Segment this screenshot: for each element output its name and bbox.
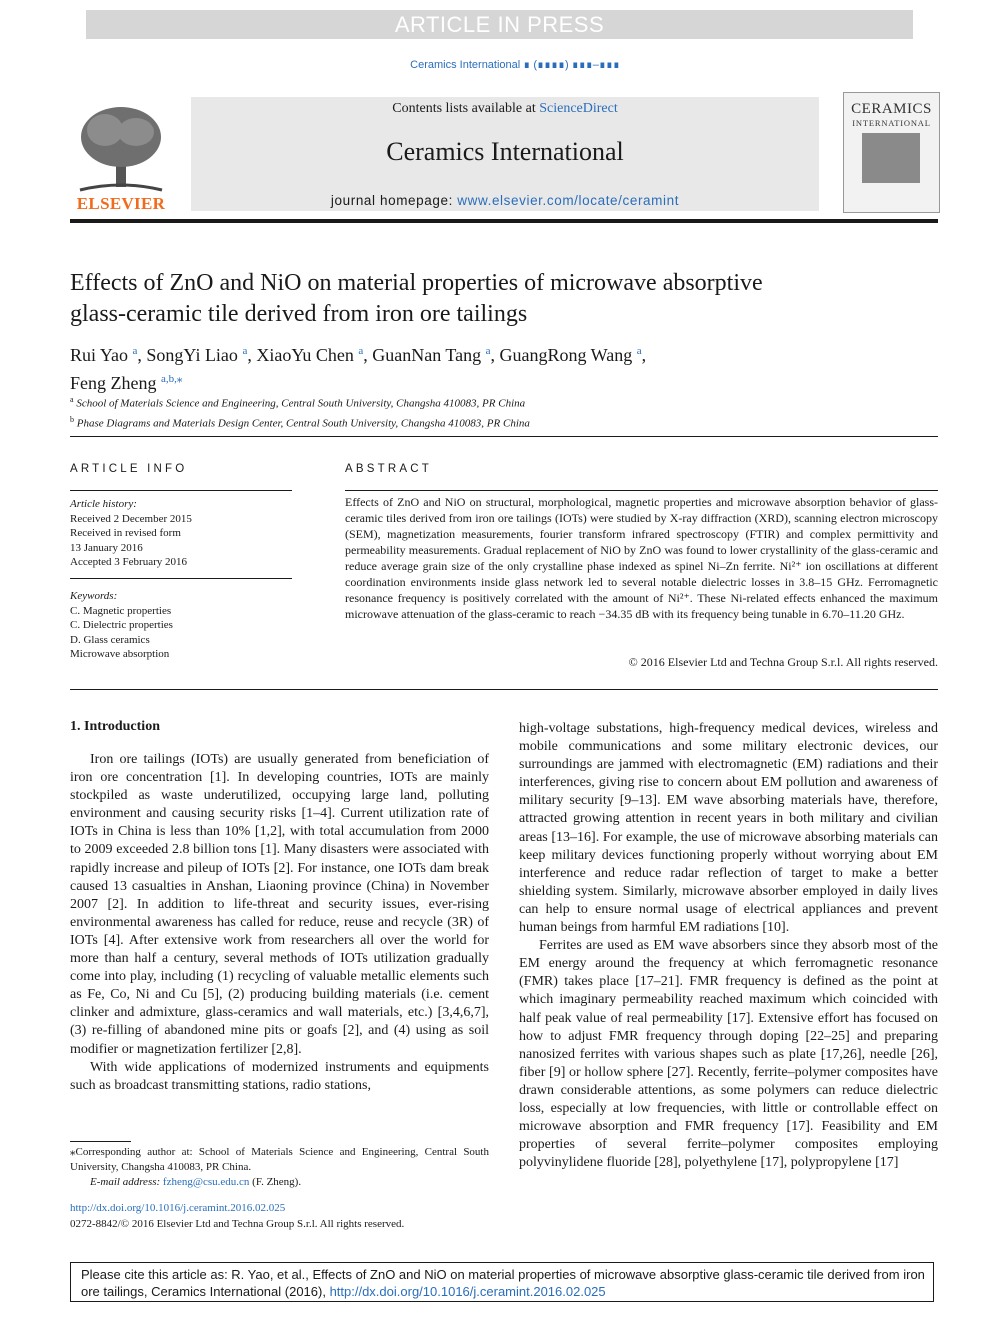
homepage-line [191, 193, 819, 208]
keyword: D. Glass ceramics [70, 633, 150, 646]
body-left-column [70, 751, 489, 1095]
abstract-text: Effects of ZnO and NiO on structural, morphological, magnetic properties and microwave absorption behavior of glass-ceramic tiles derived from iron ore tailings (IOTs) were studied by X-ray diffraction (XRD), scanning electron microscopy (SEM), magnetization measurements, fourier transform infrared spectroscopy (FTIR) and complex permittivity and permeability measurements. Gradual replacement of NiO by ZnO was found to lower crystallinity of the glass-ceramic and reduce average grain size of the only crystalline phase indexed as spinel Ni–Zn ferrite. Ni²⁺ ion oscillations at different coordination environments inside glass network led to several notable dielectric losses in 3.8–15 GHz. Ferromagnetic resonance frequency is positively correlated with the amount of Ni²⁺. These Ni-related effects enhanced the maximum microwave attenuation of the glass-ceramic to reach −34.35 dB with its frequency being tunable in 6.70–11.20 GHz. [345, 495, 938, 621]
divider [70, 689, 938, 690]
author[interactable]: XiaoYu Chen $^a$ [256, 345, 364, 365]
sciencedirect-link[interactable]: ScienceDirect [539, 101, 618, 116]
affiliation: $^b$ Phase Diagrams and Materials Design Center, Central South University, Changsha 410083, PR China [70, 414, 530, 430]
email-line [70, 1175, 489, 1190]
keyword: Microwave absorption [70, 648, 170, 660]
cover-image [862, 133, 920, 183]
article-in-press-banner: ARTICLE IN PRESS [86, 10, 913, 39]
author[interactable]: Feng Zheng $^{a,b,⁎}$ [70, 373, 183, 393]
cite-text: Please cite this article as: R. Yao, et al., Effects of ZnO and NiO on material properties of microwave absorptive glass-ceramic tile derived from iron ore tailings, Ceramics International (2016), [81, 1267, 925, 1299]
cite-doi-link[interactable]: http://dx.doi.org/10.1016/j.ceramint.2016.02.025 [329, 1284, 606, 1299]
footnote-rule [70, 1141, 131, 1142]
article-info-heading: ARTICLE INFO [70, 463, 188, 475]
homepage-link[interactable]: www.elsevier.com/locate/ceramint [457, 193, 680, 208]
history-item: Received in revised form [70, 527, 181, 539]
author[interactable]: GuanNan Tang $^a$ [372, 345, 491, 365]
cover-title: CERAMICS [851, 101, 932, 117]
keywords-label: Keywords: [70, 590, 118, 602]
masthead-box [191, 97, 819, 211]
abstract-copyright: © 2016 Elsevier Ltd and Techna Group S.r.l. All rights reserved. [628, 655, 938, 669]
author[interactable]: GuangRong Wang $^a$ [499, 345, 642, 365]
email-label: E-mail address: [90, 1176, 163, 1188]
title-line-2: glass-ceramic tile derived from iron ore tailings [70, 301, 528, 327]
affiliation: $^a$ School of Materials Science and Engineering, Central South University, Changsha 410083, PR China [70, 395, 526, 410]
elsevier-wordmark: ELSEVIER [76, 194, 166, 213]
article-title [70, 268, 938, 330]
history-item: Accepted 3 February 2016 [70, 556, 187, 568]
divider [70, 490, 292, 491]
article-history [70, 497, 292, 570]
history-item: Received 2 December 2015 [70, 512, 192, 525]
divider [70, 436, 938, 437]
header-rule [70, 219, 938, 223]
author[interactable]: SongYi Liao $^a$ [146, 345, 248, 365]
cover-subtitle: INTERNATIONAL [852, 118, 931, 128]
doi-block [70, 1200, 489, 1232]
keyword: C. Dielectric properties [70, 619, 173, 631]
title-line-1: Effects of ZnO and NiO on material properties of microwave absorptive [70, 270, 763, 296]
contents-line [191, 101, 819, 117]
homepage-prefix: journal homepage: [330, 193, 458, 208]
divider [70, 578, 292, 579]
history-item: 13 January 2016 [70, 541, 143, 554]
body-paragraph: Ferrites are used as EM wave absorbers since they absorb most of the EM energy around the frequency at which ferromagnetic resonance (FMR) takes place [17–21]. FMR frequency is defined as the point at which imaginary permeability reached maximum which coincided with half peak value of real permeability [17]. Extensive effort has focused on how to adjust FMR frequency through doping [22–25] and preparing nanosized ferrites with various shapes such as plate [17,26], needle [26], fiber [9] or hollow sphere [27]. Recently, ferrite–polymer composites have drawn considerable attentions, as some polymers can reduce dielectric loss, especially at low frequencies, with little or controllable effect on microwave absorption and FMR frequency [17]. Feasibility and EM properties of several ferrite–polymer composites employing polyvinylidene fluoride [28], polyethylene [17], polypropylene [17] [519, 938, 938, 1171]
cite-box [70, 1262, 934, 1302]
corresponding-author-text: ⁎Corresponding author at: School of Materials Science and Engineering, Central South University, Changsha 410083, PR China. [70, 1146, 489, 1173]
author[interactable]: Rui Yao $^a$ [70, 345, 138, 365]
abstract-heading: ABSTRACT [345, 463, 432, 475]
issn-line: 0272-8842/© 2016 Elsevier Ltd and Techna Group S.r.l. All rights reserved. [70, 1218, 405, 1230]
history-label: Article history: [70, 498, 137, 510]
doi-link[interactable]: http://dx.doi.org/10.1016/j.ceramint.2016.02.025 [70, 1202, 286, 1214]
body-right-column [519, 720, 938, 1172]
section-heading-introduction: 1. Introduction [70, 719, 160, 734]
keyword: C. Magnetic properties [70, 604, 172, 617]
corresponding-author-footnote [70, 1145, 489, 1190]
journal-reference[interactable]: Ceramics International ∎ (∎∎∎∎) ∎∎∎–∎∎∎ [410, 59, 620, 71]
elsevier-logo [70, 102, 172, 213]
email-suffix: (F. Zheng). [249, 1176, 302, 1188]
body-paragraph: Iron ore tailings (IOTs) are usually generated from beneficiation of iron ore concentration [1]. In developing countries, IOTs are mainly stockpiled as waste underutilized, occupying large land, polluting environment and causing security risks [1–4]. Current utilization rate of IOTs in China is less than 10% [1,2], with total accumulation from 2000 to 2009 exceeded 2.8 billion tons [1]. Many disasters were associated with rapidly increase and pileup of IOTs [2]. For instance, one IOTs dam break caused 13 casualties in Anshan, Liaoning province (China) in November 2007 [2]. In addition to life-threat and security issues, ever-rising environmental awareness has called for reduce, reuse and recycle (3R) of IOTs [4]. After extensive work from researchers all over the world for more than half a century, several methods of IOTs utilization gradually come into play, including (1) recycling of valuable metallic elements such as Fe, Co, Ni and Cu [5], (2) producing building materials (i.e. cement clinker and admixture, glass-ceramics and wall materials, etc.) [3,4,6,7], (3) re-filling of abandoned mine pits or goafs [2], and (4) using as soil modifier or magnetization fertilizer [2,8]. [70, 752, 489, 1057]
email-link[interactable]: fzheng@csu.edu.cn [162, 1176, 250, 1188]
journal-cover-thumbnail[interactable] [843, 92, 940, 213]
contents-prefix: Contents lists available at [392, 101, 540, 116]
affiliations [70, 392, 938, 431]
elsevier-tree-icon [70, 102, 172, 192]
journal-name: Ceramics International [386, 137, 624, 166]
body-paragraph: With wide applications of modernized instruments and equipments such as broadcast transmitting stations, radio stations, [70, 1059, 489, 1093]
author-list: Rui Yao $^a$, SongYi Liao $^a$, XiaoYu Chen $^a$, GuanNan Tang $^a$, GuangRong Wang $^a$, Feng Zheng $^{a,b,⁎}$ [70, 345, 647, 393]
divider [345, 490, 938, 491]
body-paragraph: high-voltage substations, high-frequency medical devices, wireless and mobile communications and some military electronic devices, our surroundings are jammed with electromagnetic (EM) radiations and their interferences, giving rise to concern about EM pollution and awareness of military security [9–13]. EM wave absorbing materials have, therefore, attracted growing attention in recent years in both military and civilian areas [13–16]. For example, the use of microwave absorbing materials can keep military devices functioning properly without worrying about EM interference and reduce radar reflection of target to make a better shielding system. Similarly, microwave absorber employed in daily lives can help to ensure normal usage of electrical appliances and prevent human beings from harmful EM radiations [10]. [519, 721, 938, 936]
keywords [70, 589, 292, 662]
